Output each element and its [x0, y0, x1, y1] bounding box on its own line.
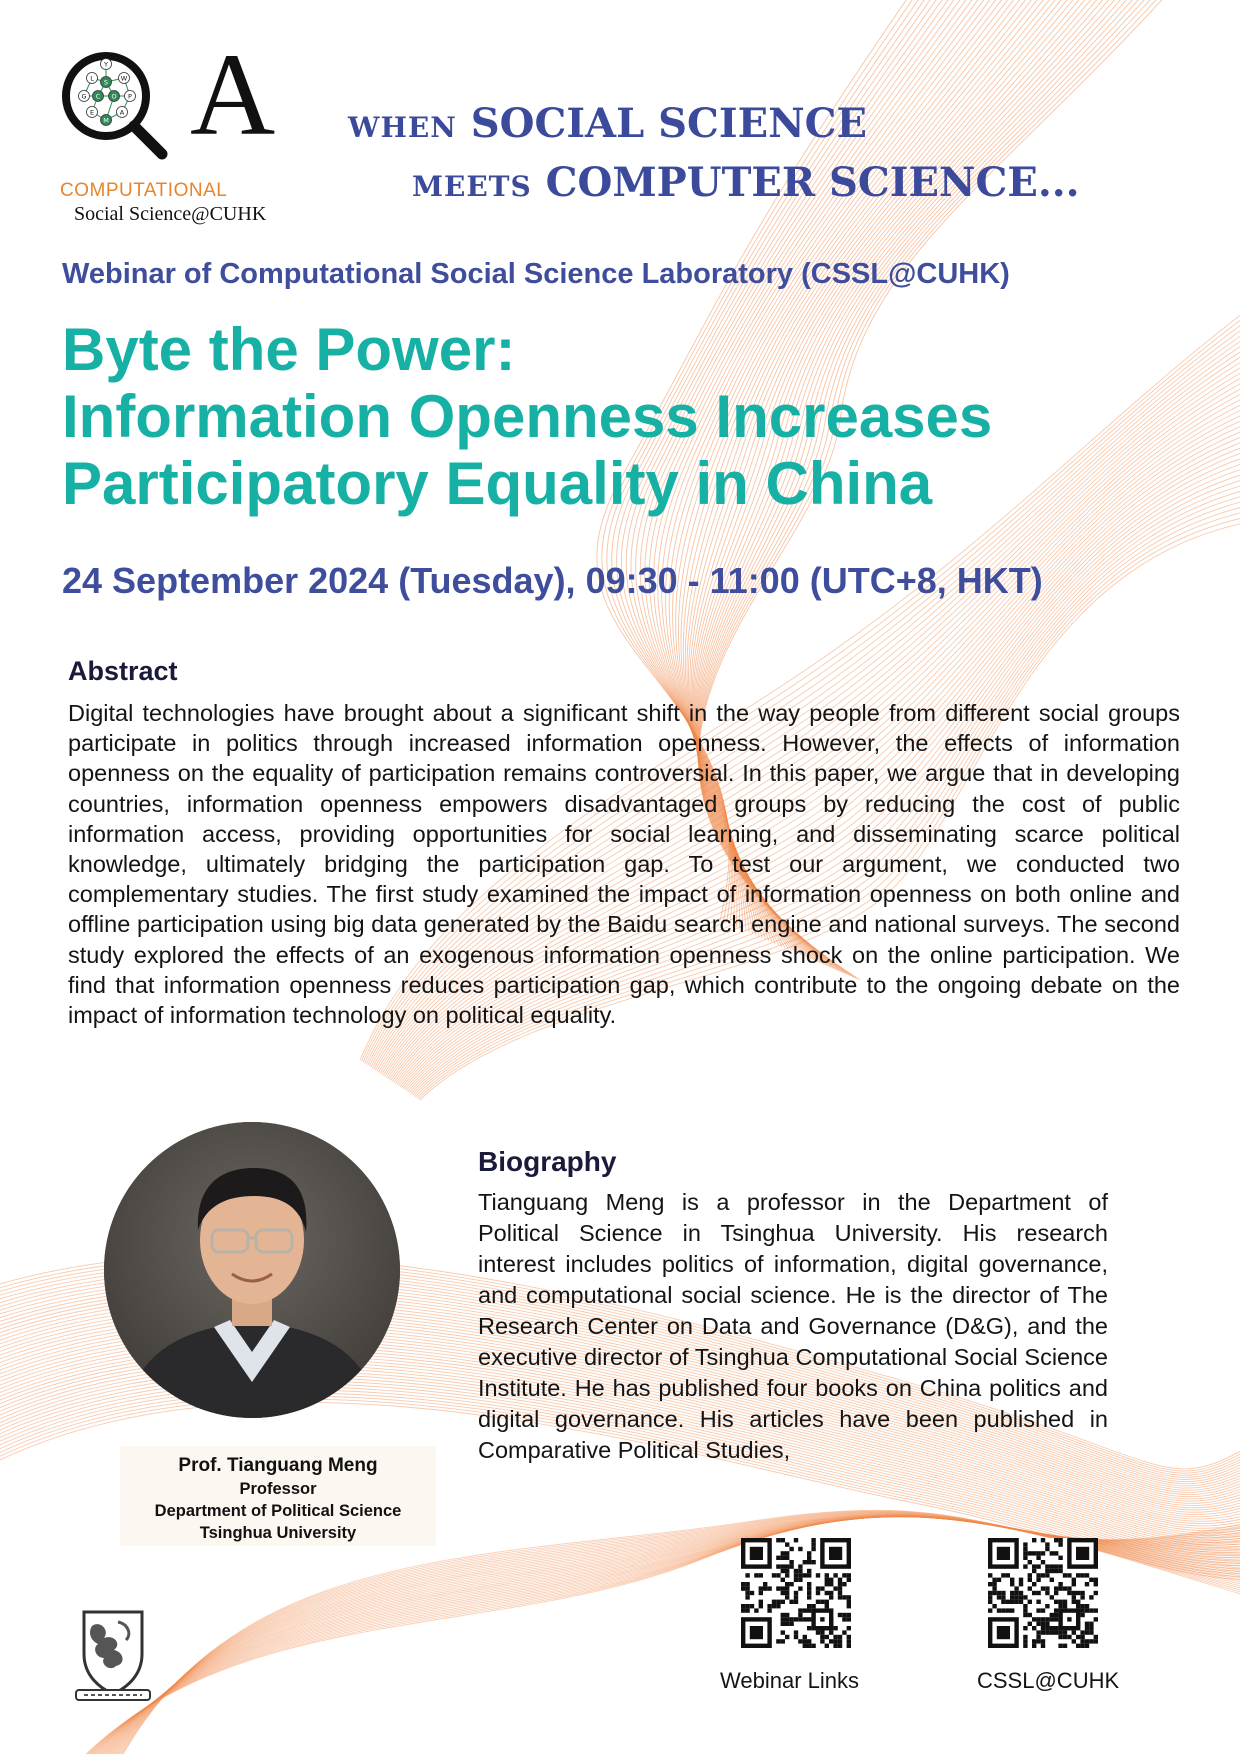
talk-title: [62, 316, 1192, 517]
speaker-name: Prof. Tianguang Meng: [178, 1455, 378, 1476]
tagline-line-2: [412, 159, 1080, 206]
event-date: 24 September 2024 (Tuesday), 09:30 - 11:00 (UTC+8, HKT): [62, 560, 1043, 601]
svg-text:A: A: [119, 108, 125, 117]
cssl-logo: [58, 29, 298, 230]
speaker-department: Department of Political Science: [154, 1502, 402, 1520]
biography-heading: Biography: [478, 1146, 617, 1177]
qr-webinar-label: Webinar Links: [720, 1668, 859, 1693]
svg-text:M: M: [103, 116, 109, 125]
webinar-subtitle: Webinar of Computational Social Science Laboratory (CSSL@CUHK): [62, 258, 1010, 290]
svg-text:L: L: [90, 74, 94, 83]
logo-computational-text: COMPUTATIONAL: [60, 180, 228, 201]
svg-text:C: C: [95, 92, 101, 101]
tagline-line-1: [348, 100, 867, 147]
speaker-portrait-illustration: [104, 1122, 400, 1418]
svg-text:P: P: [128, 92, 132, 101]
talk-title-line-2: Information Openness Increases: [62, 383, 993, 450]
tagline-social-science: SOCIAL SCIENCE: [470, 100, 867, 147]
svg-text:W: W: [120, 74, 128, 83]
speaker-caption: [120, 1454, 436, 1544]
svg-text:G: G: [81, 92, 87, 101]
tagline-computer-science: COMPUTER SCIENCE...: [545, 159, 1080, 206]
qr-code-icon[interactable]: [741, 1538, 851, 1648]
svg-text:Y: Y: [104, 60, 108, 69]
biography-text: Tianguang Meng is a professor in the Department of Political Science in Tsinghua University. His research interest includes politics of information, digital governance, and computational social science. He is the director of The Research Center on Data and Governance (D&G), and the executive director of Tsinghua Computational Social Science Institute. He has published four books on China politics and digital governance. His articles have been published in Comparative Political Studies,: [478, 1189, 1108, 1463]
magnifier-network-icon: [58, 50, 168, 160]
svg-text:E: E: [89, 108, 95, 117]
abstract-heading: Abstract: [68, 656, 178, 686]
cuhk-emblem-icon: [70, 1604, 156, 1704]
speaker-university: Tsinghua University: [199, 1524, 357, 1542]
logo-social-science-text: Social Science@CUHK: [74, 203, 267, 225]
qr-cssl-label: CSSL@CUHK: [977, 1668, 1120, 1693]
tagline-when: WHEN: [348, 111, 457, 144]
speaker-role: Professor: [239, 1480, 317, 1498]
talk-title-line-1: Byte the Power:: [62, 316, 516, 383]
logo-letter-a: A: [190, 29, 276, 160]
talk-title-line-3: Participatory Equality in China: [62, 450, 933, 517]
tagline-meets: MEETS: [412, 170, 532, 203]
qr-code-icon[interactable]: [988, 1538, 1098, 1648]
speaker-photo: [104, 1122, 400, 1418]
abstract-text: Digital technologies have brought about a significant shift in the way people from different social groups participate in politics through increased information openness. However, the effects of information openness on the equality of participation remains controversial. In this paper, we argue that in developing countries, information openness empowers disadvantaged groups by reducing the cost of public information access, providing opportunities for social learning, and disseminating scarce political knowledge, ultimately bridging the participation gap. To test our argument, we conducted two complementary studies. The first study examined the impact of information openness on both online and offline participation using big data generated by the Baidu search engine and national surveys. The second study explored the effects of an exogenous information openness shock on the online participation. We find that information openness reduces participation gap, which contribute to the ongoing debate on the impact of information technology on political equality.: [68, 700, 1180, 1029]
svg-text:O: O: [111, 92, 117, 101]
svg-text:S: S: [103, 78, 109, 87]
